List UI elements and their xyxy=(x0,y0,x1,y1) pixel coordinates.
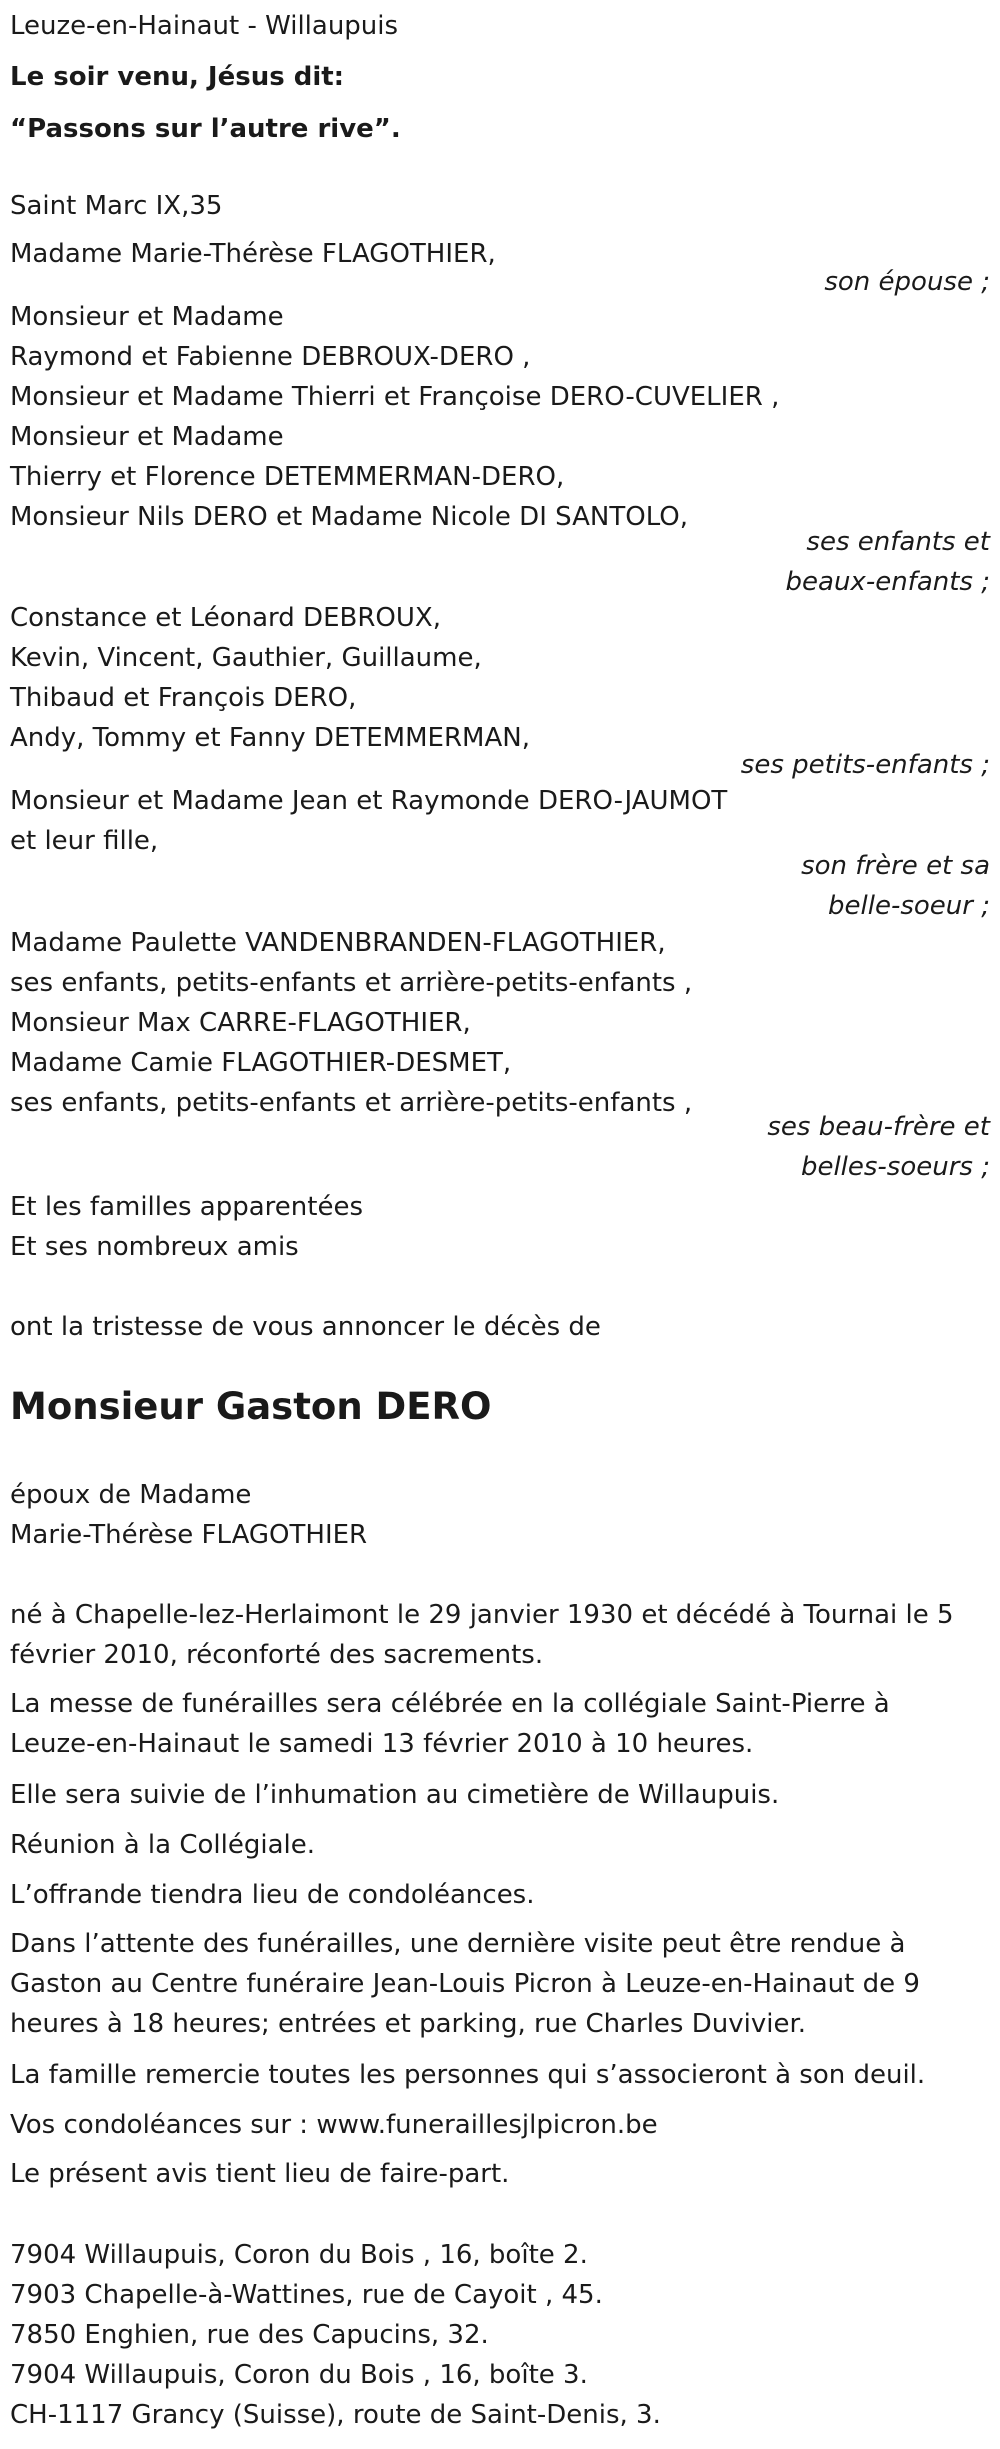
sibling-relation-1: son frère et sa xyxy=(801,851,990,881)
quote-line-1: Le soir venu, Jésus dit: xyxy=(10,62,345,92)
birth-death-line-1: né à Chapelle-lez-Herlaimont le 29 janvier 1930 et décédé à Tournai le 5 xyxy=(10,1600,954,1630)
address-line: 7904 Willaupuis, Coron du Bois , 16, boîte 3. xyxy=(10,2360,588,2390)
inlaws-line: Monsieur Max CARRE-FLAGOTHIER, xyxy=(10,1008,471,1038)
children-line: Monsieur Nils DERO et Madame Nicole DI SANTOLO, xyxy=(10,502,688,532)
notice-line: Le présent avis tient lieu de faire-part. xyxy=(10,2159,510,2189)
sibling-line: Monsieur et Madame Jean et Raymonde DERO-JAUMOT xyxy=(10,786,728,816)
visit-line-2: Gaston au Centre funéraire Jean-Louis Picron à Leuze-en-Hainaut de 9 xyxy=(10,1969,920,1999)
visit-line-3: heures à 18 heures; entrées et parking, rue Charles Duvivier. xyxy=(10,2009,807,2039)
burial-line: Elle sera suivie de l’inhumation au cimetière de Willaupuis. xyxy=(10,1780,780,1810)
deceased-spouse-line-2: Marie-Thérèse FLAGOTHIER xyxy=(10,1520,368,1550)
children-line: Thierry et Florence DETEMMERMAN-DERO, xyxy=(10,462,565,492)
address-line: CH-1117 Grancy (Suisse), route de Saint-Denis, 3. xyxy=(10,2400,661,2430)
inlaws-line: ses enfants, petits-enfants et arrière-petits-enfants , xyxy=(10,968,693,998)
grandchildren-line: Constance et Léonard DEBROUX, xyxy=(10,603,441,633)
inlaws-line: Madame Camie FLAGOTHIER-DESMET, xyxy=(10,1048,512,1078)
meeting-line: Réunion à la Collégiale. xyxy=(10,1830,315,1860)
others-line: Et les familles apparentées xyxy=(10,1192,364,1222)
grandchildren-line: Kevin, Vincent, Gauthier, Guillaume, xyxy=(10,643,482,673)
birth-death-line-2: février 2010, réconforté des sacrements. xyxy=(10,1640,544,1670)
address-line: 7903 Chapelle-à-Wattines, rue de Cayoit , 45. xyxy=(10,2280,603,2310)
mass-line-1: La messe de funérailles sera célébrée en la collégiale Saint-Pierre à xyxy=(10,1689,890,1719)
children-line: Monsieur et Madame Thierri et Françoise DERO-CUVELIER , xyxy=(10,382,780,412)
inlaws-line: Madame Paulette VANDENBRANDEN-FLAGOTHIER, xyxy=(10,928,666,958)
visit-line-1: Dans l’attente des funérailles, une dernière visite peut être rendue à xyxy=(10,1929,906,1959)
grandchildren-relation: ses petits-enfants ; xyxy=(740,750,990,780)
children-relation-2: beaux-enfants ; xyxy=(785,567,990,597)
inlaws-relation-1: ses beau-frère et xyxy=(767,1112,990,1142)
children-line: Monsieur et Madame xyxy=(10,422,284,452)
location-line: Leuze-en-Hainaut - Willaupuis xyxy=(10,11,399,41)
thanks-line: La famille remercie toutes les personnes qui s’associeront à son deuil. xyxy=(10,2060,926,2090)
spouse-relation: son épouse ; xyxy=(824,267,990,297)
condolences-line: Vos condoléances sur : www.funeraillesjlpicron.be xyxy=(10,2110,658,2140)
deceased-spouse-line-1: époux de Madame xyxy=(10,1480,252,1510)
children-relation-1: ses enfants et xyxy=(806,527,990,557)
inlaws-relation-2: belles-soeurs ; xyxy=(800,1152,990,1182)
children-line: Raymond et Fabienne DEBROUX-DERO , xyxy=(10,342,531,372)
scripture-reference: Saint Marc IX,35 xyxy=(10,191,223,221)
address-line: 7904 Willaupuis, Coron du Bois , 16, boîte 2. xyxy=(10,2240,588,2270)
grandchildren-line: Thibaud et François DERO, xyxy=(10,683,357,713)
others-line: Et ses nombreux amis xyxy=(10,1232,299,1262)
sibling-line: et leur fille, xyxy=(10,826,159,856)
grandchildren-line: Andy, Tommy et Fanny DETEMMERMAN, xyxy=(10,723,530,753)
announcement-text: ont la tristesse de vous annoncer le décès de xyxy=(10,1312,601,1342)
address-line: 7850 Enghien, rue des Capucins, 32. xyxy=(10,2320,489,2350)
inlaws-line: ses enfants, petits-enfants et arrière-petits-enfants , xyxy=(10,1088,693,1118)
sibling-relation-2: belle-soeur ; xyxy=(828,891,990,921)
spouse-name: Madame Marie-Thérèse FLAGOTHIER, xyxy=(10,239,496,269)
children-line: Monsieur et Madame xyxy=(10,302,284,332)
mass-line-2: Leuze-en-Hainaut le samedi 13 février 2010 à 10 heures. xyxy=(10,1729,754,1759)
quote-line-2: “Passons sur l’autre rive”. xyxy=(10,114,401,144)
offering-line: L’offrande tiendra lieu de condoléances. xyxy=(10,1880,535,1910)
deceased-name: Monsieur Gaston DERO xyxy=(10,1385,492,1428)
